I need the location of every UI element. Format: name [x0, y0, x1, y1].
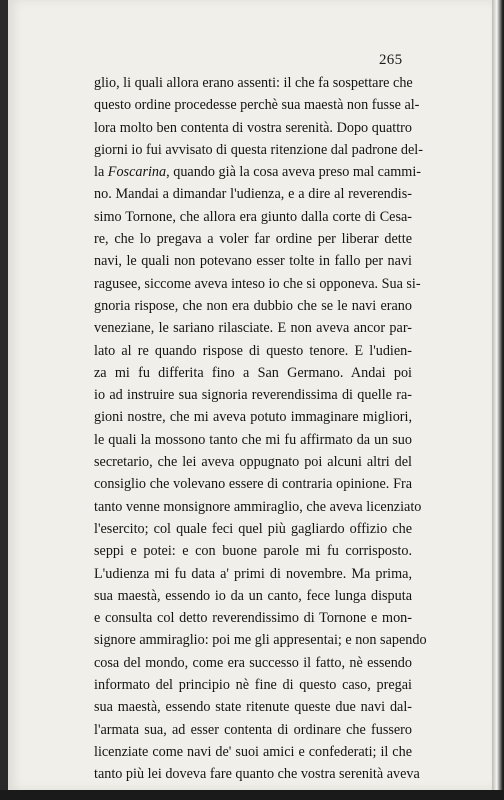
text-line: io ad instruire sua signoria reverendissima di quelle ra- — [94, 387, 412, 404]
text-line: la Foscarina, quando già la cosa aveva preso mal cammi- — [94, 164, 422, 181]
text-line: l'armata sua, ad esser contenta di ordinare che fussero — [94, 721, 412, 738]
text-line: no. Mandai a dimandar l'udienza, e a dire al reverendis- — [94, 186, 412, 203]
text-line: seppi e potei: e con buone parole mi fu corrisposto. — [94, 543, 412, 560]
text-line: informato del principio nè fine di questo caso, pregai — [94, 677, 412, 694]
page-number: 265 — [379, 52, 403, 68]
text-line: cosa del mondo, come era successo il fatto, nè essendo — [94, 654, 412, 671]
text-line: lato al re quando rispose di questo tenore. E l'udien- — [94, 342, 412, 359]
text-line: signore ammiraglio: poi me gli appresentai; e non sapendo — [94, 632, 427, 649]
text-line: tanto venne monsignore ammiraglio, che aveva licenziato — [94, 498, 422, 515]
text-line: e consulta col detto reverendissimo di Tornone e mon- — [94, 610, 412, 627]
page-bottom-shadow — [0, 790, 504, 800]
text-line: glio, li quali allora erano assenti: il che fa sospettare che — [94, 75, 413, 91]
text-line: lora molto ben contenta di vostra serenità. Dopo quattro — [94, 119, 412, 136]
text-line: sua maestà, essendo io da un canto, fece lunga disputa — [94, 587, 412, 604]
text-line: le quali la mossono tanto che mi fu affirmato da un suo — [94, 431, 412, 448]
text-line: tanto più lei doveva fare quanto che vostra serenità aveva — [94, 766, 420, 783]
text-line: simo Tornone, che allora era giunto dalla corte di Cesa- — [94, 208, 412, 225]
book-page — [8, 0, 492, 790]
text-line: sua maestà, essendo state ritenute queste due navi dal- — [94, 699, 412, 716]
ship-name: Foscarina — [107, 164, 167, 181]
text-line: ragusee, siccome aveva inteso io che si opponeva. Sua si- — [94, 275, 421, 292]
text-line: questo ordine procedesse perchè sua maestà non fusse al- — [94, 97, 420, 114]
text-line: l'esercito; col quale feci quel più gagliardo offizio che — [94, 520, 412, 537]
text-line: za mi fu differita fino a San Germano. Andai poi — [94, 364, 412, 381]
text-line: gioni nostre, che mi aveva potuto immaginare migliori, — [94, 409, 412, 426]
text-line: L'udienza mi fu data a' primi di novembre. Ma prima, — [94, 565, 412, 582]
text-line: navi, le quali non potevano esser tolte in fallo per navi — [94, 253, 412, 270]
text-line: consiglio che volevano essere di contraria opinione. Fra — [94, 476, 412, 493]
text-line: veneziane, le sariano rilasciate. E non aveva ancor par- — [94, 320, 412, 337]
text-line: secretario, che lei aveva oppugnato poi alcuni altri del — [94, 454, 412, 471]
text-line: licenziate come navi de' suoi amici e confederati; il che — [94, 743, 412, 760]
text-line: giorni io fui avvisato di questa ritenzione dal padrone del- — [94, 141, 423, 158]
body-text — [94, 72, 427, 786]
text-line: gnoria rispose, che non era dubbio che se le navi erano — [94, 297, 412, 314]
text-line: re, che lo pregava a voler far ordine per liberar dette — [94, 231, 412, 248]
page-edge-shadow — [492, 0, 504, 800]
